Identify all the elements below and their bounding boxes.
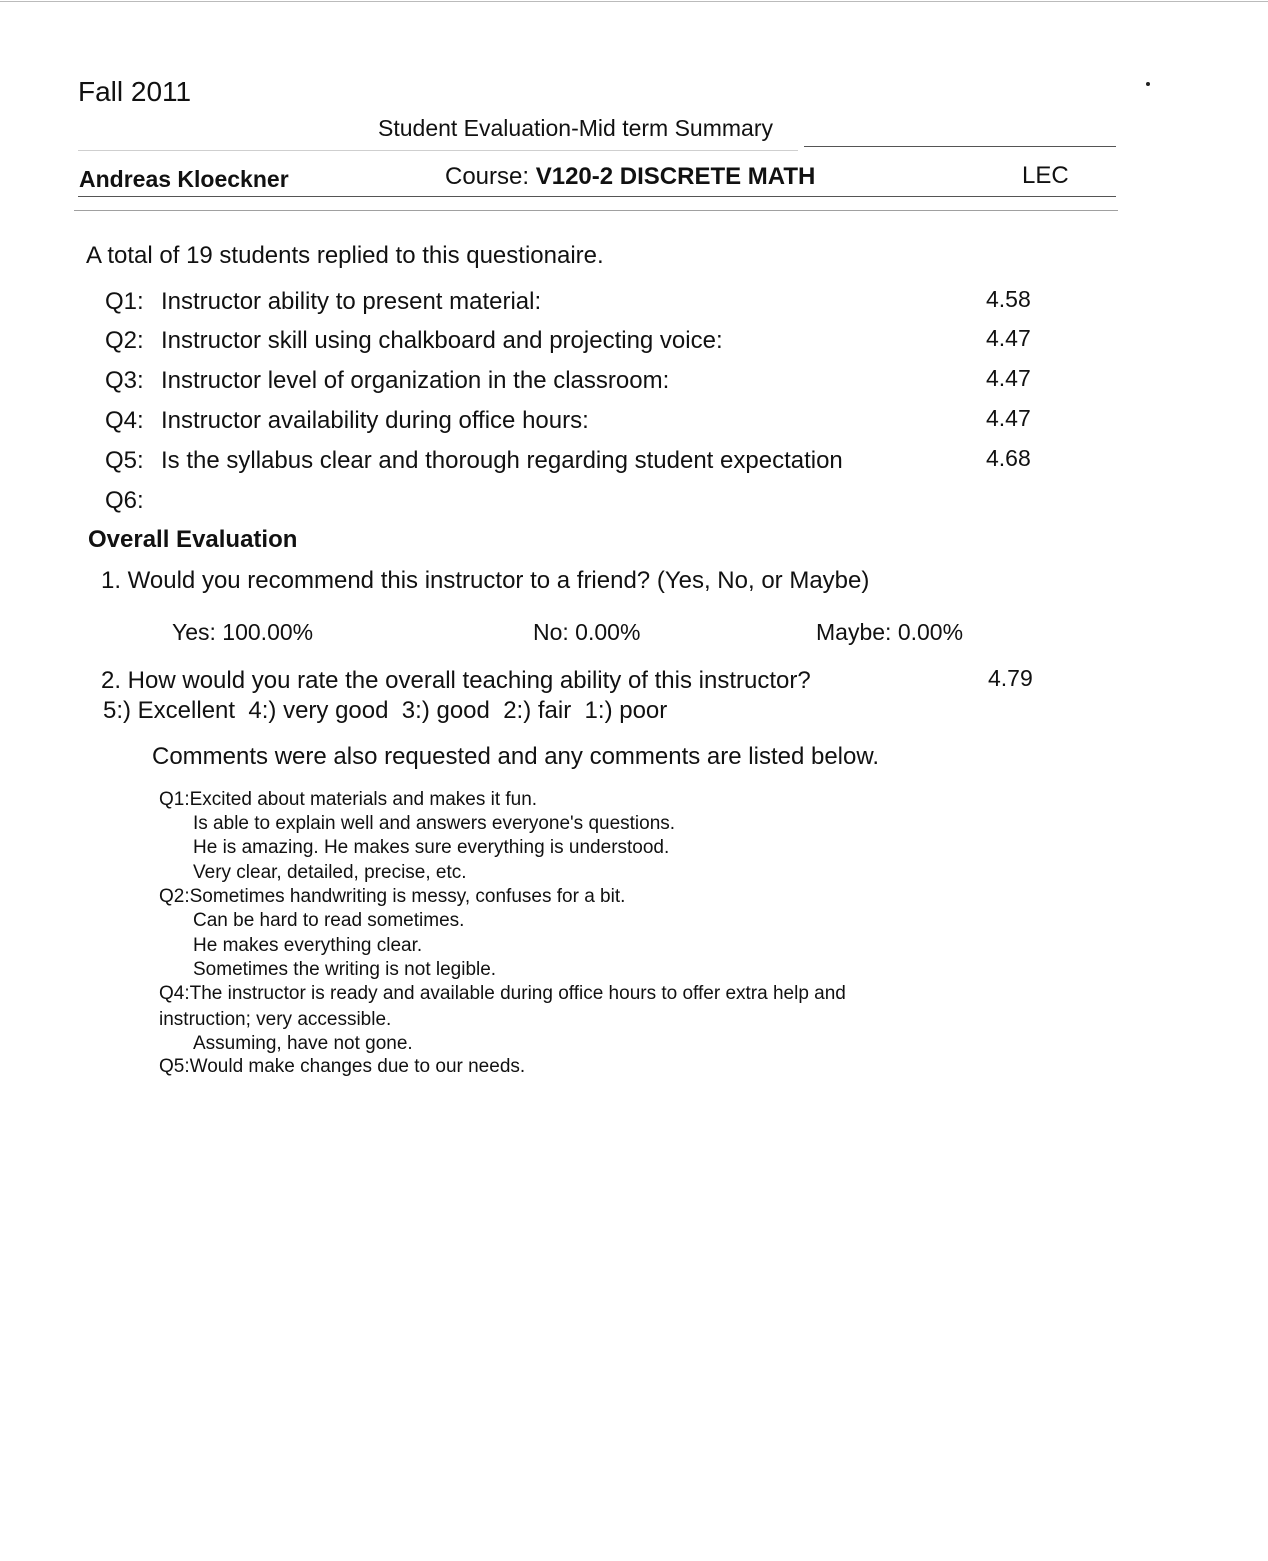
comment-line: Assuming, have not gone.: [193, 1033, 413, 1054]
header-rule-upper-faint: [78, 150, 798, 151]
question-text: Instructor availability during office hours:: [161, 407, 589, 434]
question-score: 4.47: [986, 405, 1031, 431]
course-prefix: Course:: [445, 163, 530, 190]
header-rule-bottom: [74, 210, 1118, 211]
comment-line: Is able to explain well and answers everyone's questions.: [193, 813, 676, 834]
rating-question: 2. How would you rate the overall teaching ability of this instructor?: [101, 667, 811, 694]
course-code: V120-2 DISCRETE MATH: [535, 163, 816, 190]
top-edge-line: [0, 1, 1268, 2]
question-label: Q3:: [105, 367, 144, 394]
comment-line: Sometimes the writing is not legible.: [193, 959, 497, 980]
course-line: [445, 163, 815, 191]
rating-score: 4.79: [988, 665, 1033, 691]
question-text: Is the syllabus clear and thorough regarding student expectation: [161, 447, 843, 474]
section-type: LEC: [1022, 162, 1069, 189]
comment-line: Q4:The instructor is ready and available during office hours to offer extra help and: [159, 983, 846, 1004]
comment-line: He makes everything clear.: [193, 935, 423, 956]
rating-scale: 5:) Excellent 4:) very good 3:) good 2:) fair 1:) poor: [103, 697, 668, 724]
question-label: Q4:: [105, 407, 144, 434]
recommend-yes: Yes: 100.00%: [172, 619, 314, 645]
comment-line: Q1:Excited about materials and makes it fun.: [159, 789, 538, 810]
comments-intro: Comments were also requested and any comments are listed below.: [152, 743, 880, 770]
question-label: Q2:: [105, 327, 144, 354]
question-label: Q5:: [105, 447, 144, 474]
comment-line: Can be hard to read sometimes.: [193, 910, 465, 931]
comment-line: Q5:Would make changes due to our needs.: [159, 1056, 526, 1077]
question-text: Instructor skill using chalkboard and projecting voice:: [161, 327, 723, 354]
comment-line: Very clear, detailed, precise, etc.: [193, 862, 467, 883]
instructor-name: Andreas Kloeckner: [79, 166, 289, 192]
report-title: Student Evaluation-Mid term Summary: [378, 115, 773, 141]
question-label: Q6:: [105, 487, 144, 514]
recommend-question: 1. Would you recommend this instructor to a friend? (Yes, No, or Maybe): [101, 567, 870, 594]
question-text: Instructor ability to present material:: [161, 288, 542, 315]
semester-label: Fall 2011: [78, 76, 192, 107]
header-rule-upper: [804, 146, 1116, 147]
response-total: A total of 19 students replied to this questionaire.: [86, 242, 604, 269]
comment-line: Q2:Sometimes handwriting is messy, confuses for a bit.: [159, 886, 626, 907]
question-score: 4.68: [986, 445, 1031, 471]
header-rule-lower: [78, 196, 1116, 197]
recommend-maybe: Maybe: 0.00%: [816, 619, 964, 645]
question-score: 4.47: [986, 325, 1031, 351]
question-label: Q1:: [105, 288, 144, 315]
comment-line: instruction; very accessible.: [159, 1009, 392, 1030]
overall-heading: Overall Evaluation: [88, 526, 298, 553]
comment-line: He is amazing. He makes sure everything is understood.: [193, 837, 670, 858]
question-score: 4.47: [986, 365, 1031, 391]
scan-speck: [1146, 82, 1150, 86]
question-score: 4.58: [986, 286, 1031, 312]
recommend-no: No: 0.00%: [533, 619, 641, 645]
question-text: Instructor level of organization in the classroom:: [161, 367, 670, 394]
